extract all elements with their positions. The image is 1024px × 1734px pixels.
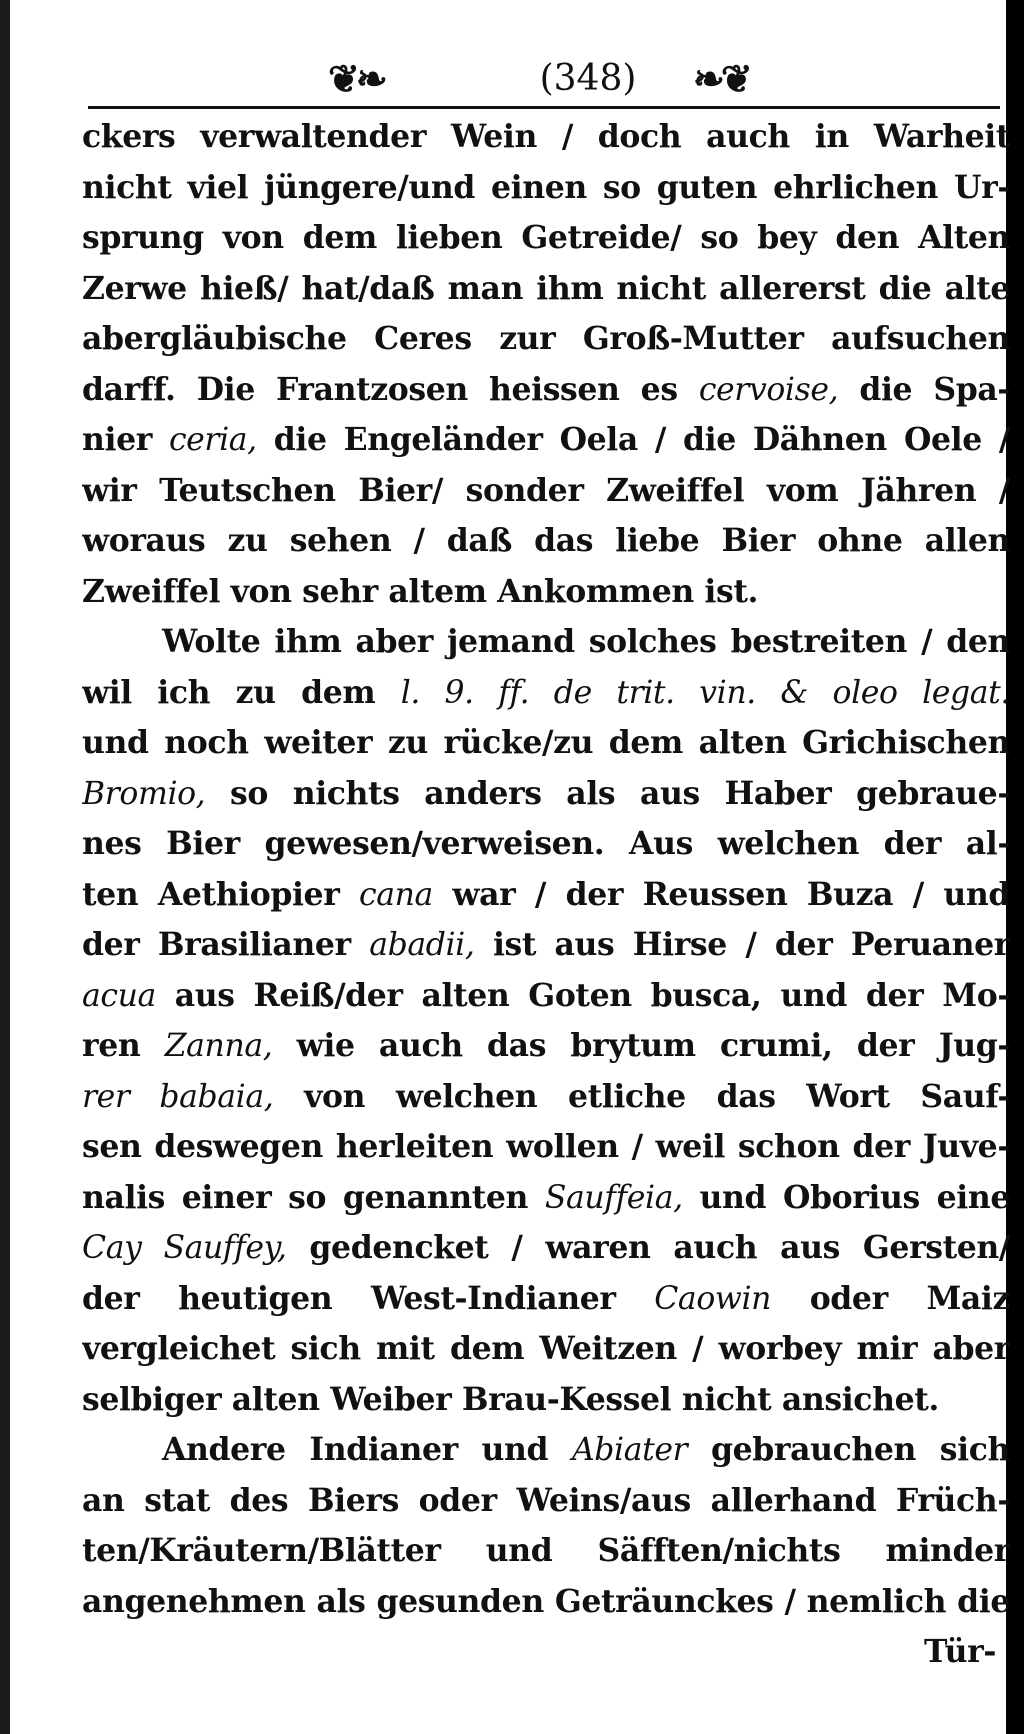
catchword: Tür-	[924, 1633, 996, 1670]
text-line: ren Zanna, wie auch das brytum crumi, der Jug-	[82, 1027, 1010, 1064]
text-line: abergläubische Ceres zur Groß-Mutter aufsuchen	[82, 320, 1010, 357]
text-line: und noch weiter zu rücke/zu dem alten Grichischen	[82, 724, 1010, 761]
text-line: angenehmen als gesunden Geträunckes / nemlich die	[82, 1582, 1010, 1620]
text-line: selbiger alten Weiber Brau-Kessel nicht ansichet.	[82, 1380, 939, 1418]
page-header	[88, 48, 998, 108]
text-line: nalis einer so genannten Sauffeia, und Oborius eine	[82, 1178, 1010, 1216]
header-ornament-right: ❧❦	[693, 56, 749, 101]
text-line: Wolte ihm aber jemand solches bestreiten / den	[162, 623, 1010, 660]
header-ornament-left: ❦❧	[328, 56, 384, 101]
text-line: nier ceria, die Engeländer Oela / die Dähnen Oele /	[82, 421, 1010, 458]
text-line: an stat des Biers oder Weins/aus allerhand Früch-	[82, 1481, 1010, 1519]
text-line: wir Teutschen Bier/ sonder Zweiffel vom Jähren /	[82, 471, 1010, 509]
header-rule	[88, 106, 1000, 109]
text-line: Cay Sauffey, gedencket / waren auch aus Gersten/	[82, 1229, 1010, 1266]
text-line: Andere Indianer und Abiater gebrauchen sich	[162, 1431, 1010, 1468]
text-line: ckers verwaltender Wein / doch auch in Warheit	[82, 118, 1010, 155]
text-line: woraus zu sehen / daß das liebe Bier ohne allen	[82, 522, 1010, 559]
text-line: Zerwe hieß/ hat/daß man ihm nicht allererst die alte	[82, 269, 1010, 307]
text-line: Bromio, so nichts anders als aus Haber gebraue-	[82, 774, 1010, 812]
body-text	[82, 112, 1010, 1678]
text-line: darff. Die Frantzosen heissen es cervoise, die Spa-	[82, 370, 1010, 408]
text-line: der heutigen West-Indianer Caowin oder Maiz	[82, 1279, 1010, 1317]
text-line: rer babaia, von welchen etliche das Wort Sauf-	[82, 1077, 1010, 1115]
text-line: ten/Kräutern/Blätter und Säfften/nichts minder	[82, 1532, 1010, 1569]
text-line: Zweiffel von sehr altem Ankommen ist.	[82, 572, 759, 610]
text-line: sen deswegen herleiten wollen / weil schon der Juve-	[82, 1128, 1010, 1165]
text-line: wil ich zu dem l. 9. ff. de trit. vin. & oleo legat.	[82, 673, 1010, 711]
text-line: ten Aethiopier cana war / der Reussen Buza / und	[82, 875, 1010, 913]
text-line: sprung von dem lieben Getreide/ so bey den Alten	[82, 219, 1010, 256]
text-line: nes Bier gewesen/verweisen. Aus welchen der al-	[82, 825, 1010, 862]
text-line: acua aus Reiß/der alten Goten busca, und der Mo-	[82, 976, 1010, 1014]
binding-edge	[0, 0, 10, 1734]
text-line: nicht viel jüngere/und einen so guten ehrlichen Ur-	[82, 168, 1010, 206]
text-line: vergleichet sich mit dem Weitzen / worbey mir aber	[82, 1330, 1010, 1367]
page-number: (348)	[539, 58, 637, 99]
text-line: der Brasilianer abadii, ist aus Hirse / der Peruaner	[82, 926, 1010, 963]
